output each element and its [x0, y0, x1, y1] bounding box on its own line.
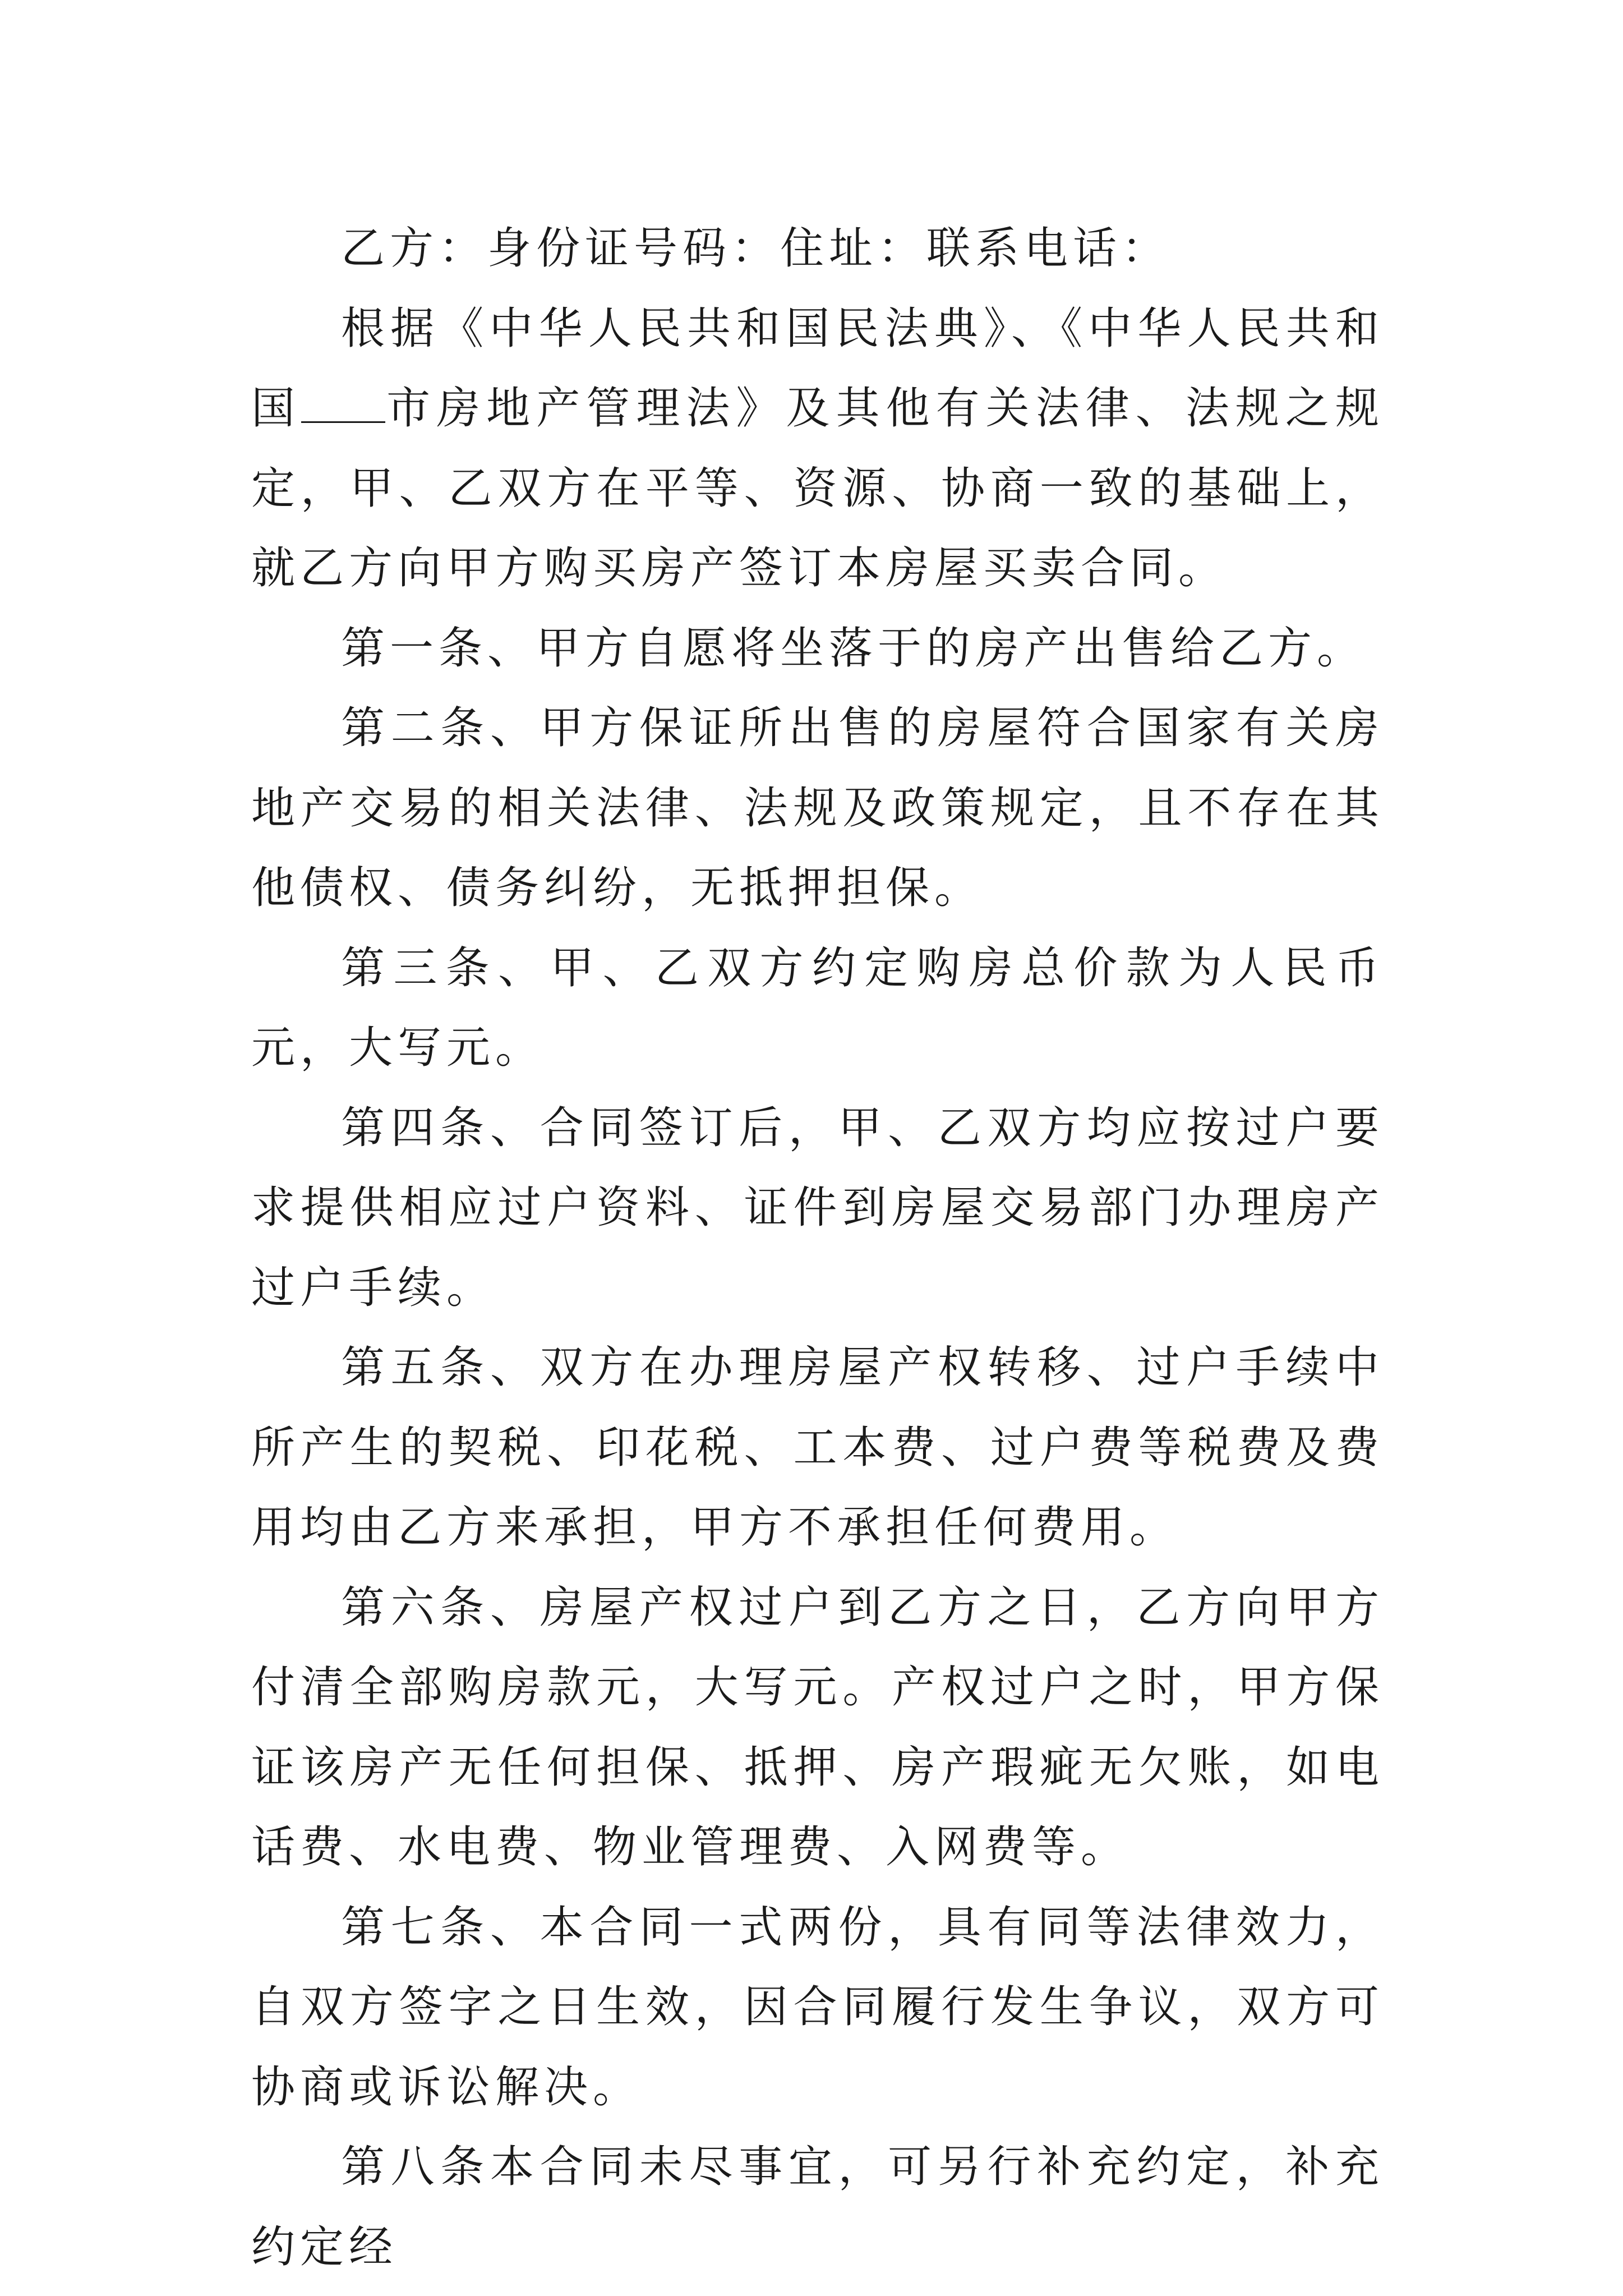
article-7: 第七条、本合同一式两份，具有同等法律效力，自双方签字之日生效，因合同履行发生争议，双方可协商或诉讼解决。	[251, 1902, 1384, 2113]
city-blank	[301, 388, 385, 423]
contract-body	[251, 209, 1384, 2287]
article-8: 第八条本合同未尽事宜，可另行补充约定，补充约定经	[251, 2142, 1384, 2272]
legal-basis-lead: 根据《中华人民共和国民法典》、《中华人民共和国	[251, 303, 1384, 434]
article-3: 第三条、甲、乙双方约定购房总价款为人民币元，大写元。	[251, 942, 1384, 1073]
article-6: 第六条、房屋产权过户到乙方之日，乙方向甲方付清全部购房款元，大写元。产权过户之时，甲方保证该房产无任何担保、抵押、房产瑕疵无欠账，如电话费、水电费、物业管理费、入网费等。	[251, 1582, 1384, 1872]
legal-basis-tail: 市房地产管理法》及其他有关法律、法规之规定，甲、乙双方在平等、资源、协商一致的基础上，就乙方向甲方购买房产签订本房屋买卖合同。	[251, 383, 1384, 593]
legal-basis-paragraph	[251, 289, 1384, 609]
party-b-info: 乙方：身份证号码：住址：联系电话：	[341, 223, 1171, 274]
article-4: 第四条、合同签订后，甲、乙双方均应按过户要求提供相应过户资料、证件到房屋交易部门办理房产过户手续。	[251, 1102, 1384, 1313]
article-2: 第二条、甲方保证所出售的房屋符合国家有关房地产交易的相关法律、法规及政策规定，且不存在其他债权、债务纠纷，无抵押担保。	[251, 703, 1384, 913]
article-5: 第五条、双方在办理房屋产权转移、过户手续中所产生的契税、印花税、工本费、过户费等税费及费用均由乙方来承担，甲方不承担任何费用。	[251, 1342, 1384, 1553]
article-1: 第一条、甲方自愿将坐落于的房产出售给乙方。	[341, 623, 1366, 674]
